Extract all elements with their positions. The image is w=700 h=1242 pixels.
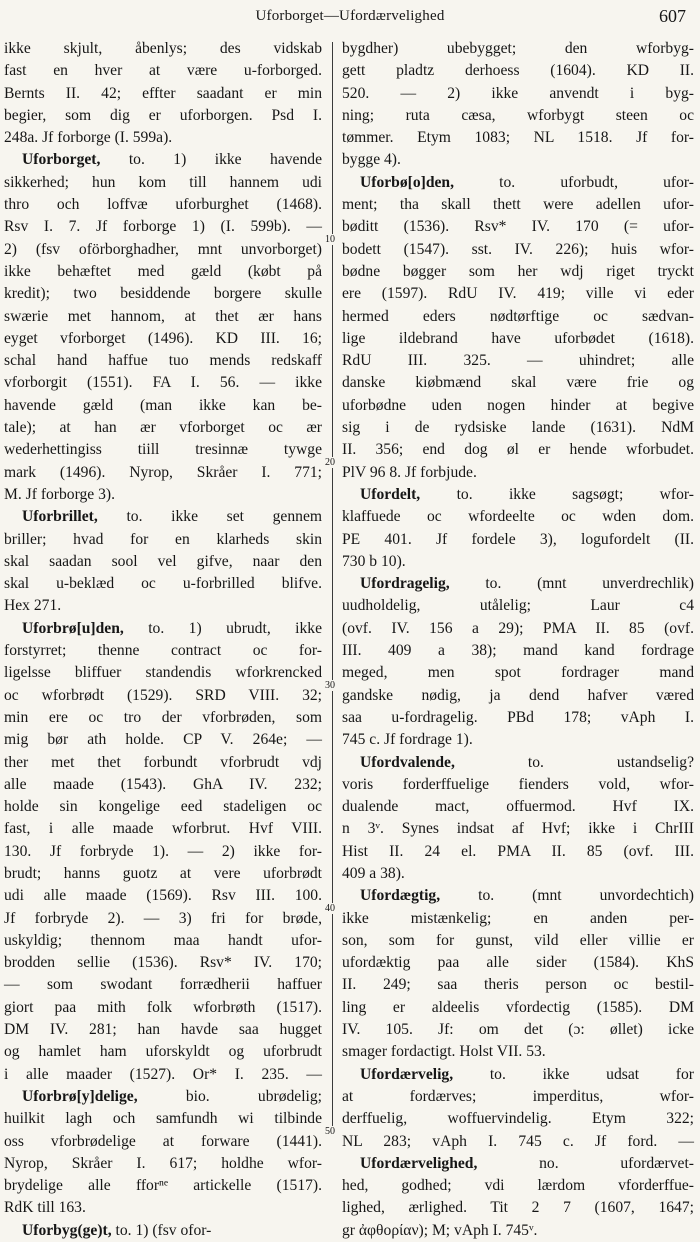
text-line: lige ildebrand have uforbødet (1618). — [342, 329, 694, 347]
text-line: huilkit lagh och samfundh wi tilbinde — [4, 1110, 322, 1128]
headword: Ufordægtig, — [360, 887, 441, 905]
text-line: ufordæktig paa alle sider (1584). KhS — [342, 954, 694, 972]
text-line: thro och loffvæ uforburghet (1468). — [4, 196, 322, 214]
text-line: smager fordactigt. Holst VII. 53. — [342, 1043, 546, 1061]
text-line: bygdher) ubebygget; den wforbyg- — [342, 40, 694, 57]
text-line: swærie met hannom, at thet ær hans — [4, 307, 322, 325]
headword: Uforbrillet, — [22, 508, 98, 526]
right-column — [342, 38, 694, 1239]
text-line: bodett (1547). sst. IV. 226); huis wfor- — [342, 240, 694, 258]
text-line: lighed, ærlighed. Tit 2 7 (1607, 1647; — [342, 1199, 694, 1217]
text-line: sikkerhed; hun kom till hannem udi — [4, 173, 322, 191]
text-line: IV. 105. Jf: om det (ɔ: øllet) icke — [342, 1021, 694, 1039]
text-line: brydelige alle fforⁿᵉ artickelle (1517). — [4, 1177, 322, 1195]
headword: Uforborget, — [22, 151, 101, 169]
entry-headword-line: Ufordelt, to. ikke sagsøgt; wfor- — [360, 485, 694, 503]
text-line: og hamlet ham uforskyldt og uforbrudt — [4, 1043, 322, 1061]
text-line: bøditt (1536). Rsv* IV. 170 (= ufor- — [342, 218, 694, 236]
text-line: II. 356; end dog øl er hende wforbudet. — [342, 441, 694, 459]
headword: Ufordvalende, — [360, 753, 455, 771]
text-line: n 3ᵛ. Synes indsat af Hvf; ikke i ChrIII — [342, 820, 694, 838]
text-line: ikke behæftet med gæld (købt på — [4, 262, 322, 280]
line-number: 30 — [325, 680, 335, 691]
line-number: 20 — [325, 457, 335, 468]
text-line: voris forderffuelige fienders vold, wfor- — [342, 775, 694, 793]
text-line: uudholdelig, utålelig; Laur c4 — [342, 597, 694, 615]
text-line: meged, men spot fordrager mand — [342, 664, 694, 682]
entry-headword-line: Ufordærvelig, to. ikke udsat for — [360, 1065, 694, 1083]
line-number: 10 — [325, 234, 335, 245]
text-line: tale); at han ær vforborget oc ær — [4, 419, 322, 437]
text-line: skal saadan sool vel gifve, naar den — [4, 552, 322, 570]
text-line: ikke skjult, åbenlys; des vidskab — [4, 40, 322, 57]
text-line: ere (1597). RdU IV. 419; ville vi eder — [342, 285, 694, 303]
entry-headword-line: Uforbrø[y]delige, bio. ubrødelig; — [22, 1087, 322, 1105]
text-line: ikke mistænkelig; en anden per- — [342, 909, 694, 927]
text-line: briller; hvad for en klarheds skin — [4, 530, 322, 548]
text-line: gr ἀφθορίαν); M; vAph I. 745ᵛ. — [342, 1221, 538, 1239]
text-line: brudt; hanns guotz at vere uforbrødt — [4, 864, 322, 882]
text-line: mark (1496). Nyrop, Skråer I. 771; — [4, 463, 322, 481]
text-line: at fordærves; imperditus, wfor- — [342, 1087, 694, 1105]
text-line: PlV 96 8. Jf forbjude. — [342, 463, 477, 481]
text-line: 745 c. Jf fordrage 1). — [342, 731, 473, 749]
entry-headword-line: Ufordvalende, to. ustandselig? — [360, 753, 694, 771]
headword: Uforbrø[u]den, — [22, 619, 124, 637]
text-line: tømmer. Etym 1083; NL 1518. Jf for- — [342, 129, 694, 147]
line-number-gutter — [323, 38, 341, 1143]
text-line: forstyrret; thenne contract oc for- — [4, 642, 322, 660]
text-line: III. 409 a 38); mand kand fordrage — [342, 642, 694, 660]
headword: Ufordærvelighed, — [360, 1154, 478, 1172]
text-line: (ovf. IV. 156 a 29); PMA II. 85 (ovf. — [342, 619, 694, 637]
text-line: 130. Jf forbryde 1). — 2) ikke for- — [4, 842, 322, 860]
text-line: M. Jf forborge 3). — [4, 485, 116, 503]
text-line: RdU III. 325. — uhindret; alle — [342, 352, 694, 370]
text-line: 248a. Jf forborge (I. 599a). — [4, 129, 173, 147]
text-line: schal hand haffue tuo mends redskaff — [4, 352, 322, 370]
entry-headword-line: Uforbyg(ge)t, to. 1) (fsv ofor- — [22, 1221, 212, 1239]
headword: Ufordragelig, — [360, 575, 450, 593]
entry-headword-line: Ufordragelig, to. (mnt unverdrechlik) — [360, 575, 694, 593]
text-line: 409 a 38). — [342, 864, 405, 882]
entry-headword-line: Uforbø[o]den, to. uforbudt, ufor- — [360, 173, 694, 191]
text-line: mig bør ath holde. CP V. 264e; — — [4, 731, 322, 749]
text-line: klaffuede oc wfordeelte oc wden dom. — [342, 508, 694, 526]
text-line: — som swodant forrædherii haffuer — [4, 976, 322, 994]
text-line: danske kiøbmænd skal være frie og — [342, 374, 694, 392]
text-line: vforborgit (1551). FA I. 56. — ikke — [4, 374, 322, 392]
text-line: fast, i alle maade wforbrut. Hvf VIII. — [4, 820, 322, 838]
text-line: Hist II. 24 el. PMA II. 85 (ovf. III. — [342, 842, 694, 860]
entry-headword-line: Ufordærvelighed, no. ufordærvet- — [360, 1154, 694, 1172]
text-line: havende gæld (man ikke kan be- — [4, 396, 322, 414]
line-number: 50 — [325, 1126, 335, 1137]
headword: Ufordærvelig, — [360, 1065, 454, 1083]
text-line: saa u-fordragelig. PBd 178; vAph I. — [342, 708, 694, 726]
entry-headword-line: Uforbrillet, to. ikke set gennem — [22, 508, 322, 526]
text-line: ligelsse bliffuer standendis wforkrencked — [4, 664, 322, 682]
headword: Ufordelt, — [360, 485, 421, 503]
page-header — [0, 6, 700, 32]
text-line: Jf forbryde 2). — 3) fri for brøde, — [4, 909, 322, 927]
text-line: min ere oc tro der vforbrøden, som — [4, 708, 322, 726]
text-line: DM IV. 281; han havde saa hugget — [4, 1021, 322, 1039]
text-line: uskyldig; thennom maa handt ufor- — [4, 931, 322, 949]
text-line: eyget vforborget (1496). KD III. 16; — [4, 329, 322, 347]
headword: Uforbø[o]den, — [360, 173, 454, 191]
text-line: wederhettingiss tiill tresinnæ tywge — [4, 441, 322, 459]
text-line: 730 b 10). — [342, 552, 406, 570]
text-line: begier, som dig er uforborgen. Psd I. — [4, 106, 322, 124]
text-line: ment; tha skall thett were adellen ufor- — [342, 196, 694, 214]
page-number: 607 — [659, 6, 686, 26]
running-head: Uforborget—Ufordærvelighed — [255, 8, 445, 24]
text-line: skal u-beklæd oc u-forbrilled blifve. — [4, 575, 322, 593]
text-line: PE 401. Jf fordele 3), logufordelt (II. — [342, 530, 694, 548]
text-line: son, som for gunst, vild eller villie er — [342, 931, 694, 949]
text-line: dualende mact, offuermod. Hvf IX. — [342, 798, 694, 816]
text-line: II. 249; saa theris person oc bestil- — [342, 976, 694, 994]
text-line: gett pladtz derhoess (1604). KD II. — [342, 62, 694, 80]
left-column — [4, 38, 322, 1239]
text-line: giort paa mith folk wforbrøth (1517). — [4, 998, 322, 1016]
line-number: 40 — [325, 903, 335, 914]
text-line: NL 283; vAph I. 745 c. Jf ford. — — [342, 1132, 694, 1150]
text-line: ling er aldeelis vfordectig (1585). DM — [342, 998, 694, 1016]
text-line: RdK till 163. — [4, 1199, 86, 1217]
text-line: Bernts II. 42; effter saadant er min — [4, 84, 322, 102]
text-line: gandske nødig, ja dend hafver væred — [342, 686, 694, 704]
text-line: Rsv I. 7. Jf forborge 1) (I. 599b). — — [4, 218, 322, 236]
text-line: 520. — 2) ikke anvendt i byg- — [342, 84, 694, 102]
text-line: Nyrop, Skråer I. 617; holdhe wfor- — [4, 1154, 322, 1172]
entry-headword-line: Uforborget, to. 1) ikke havende — [22, 151, 322, 169]
text-line: hermed eders nødtørftige oc sædvan- — [342, 307, 694, 325]
text-line: kredit); two besiddende borgere skulle — [4, 285, 322, 303]
entry-headword-line: Ufordægtig, to. (mnt unvordechtich) — [360, 887, 694, 905]
text-line: alle maade (1543). GhA IV. 232; — [4, 775, 322, 793]
text-line: 2) (fsv oförborghadher, mnt unvorborget) — [4, 240, 322, 258]
text-line: bygge 4). — [342, 151, 401, 169]
text-line: oss vforbrødelige at forware (1441). — [4, 1132, 322, 1150]
headword: Uforbrø[y]delige, — [22, 1087, 138, 1105]
text-line: uforbødne uden nogen hinder at begive — [342, 396, 694, 414]
text-line: i alle maader (1527). Or* I. 235. — — [4, 1065, 322, 1083]
headword: Uforbyg(ge)t, — [22, 1221, 112, 1239]
text-line: sig i de rydsiske lande (1631). NdM — [342, 419, 694, 437]
text-line: oc wforbrødt (1529). SRD VIII. 32; — [4, 686, 322, 704]
text-line: bødne bøgger som her wdj riget tryckt — [342, 262, 694, 280]
text-line: udi alle maade (1569). Rsv III. 100. — [4, 887, 322, 905]
text-line: brodden sellie (1536). Rsv* IV. 170; — [4, 954, 322, 972]
text-line: fast en hver at være u-forborged. — [4, 62, 322, 80]
text-line: hed, godhed; vdi lærdom vforderffue- — [342, 1177, 694, 1195]
text-line: ning; ruta cæsa, wforbygt steen oc — [342, 106, 694, 124]
text-line: ther met thet forbundt vforbrudt vdj — [4, 753, 322, 771]
text-line: derffuelig, woffuervindelig. Etym 322; — [342, 1110, 694, 1128]
text-line: holde sin kongelige eed stadeligen oc — [4, 798, 322, 816]
entry-headword-line: Uforbrø[u]den, to. 1) ubrudt, ikke — [22, 619, 322, 637]
text-line: Hex 271. — [4, 597, 62, 615]
